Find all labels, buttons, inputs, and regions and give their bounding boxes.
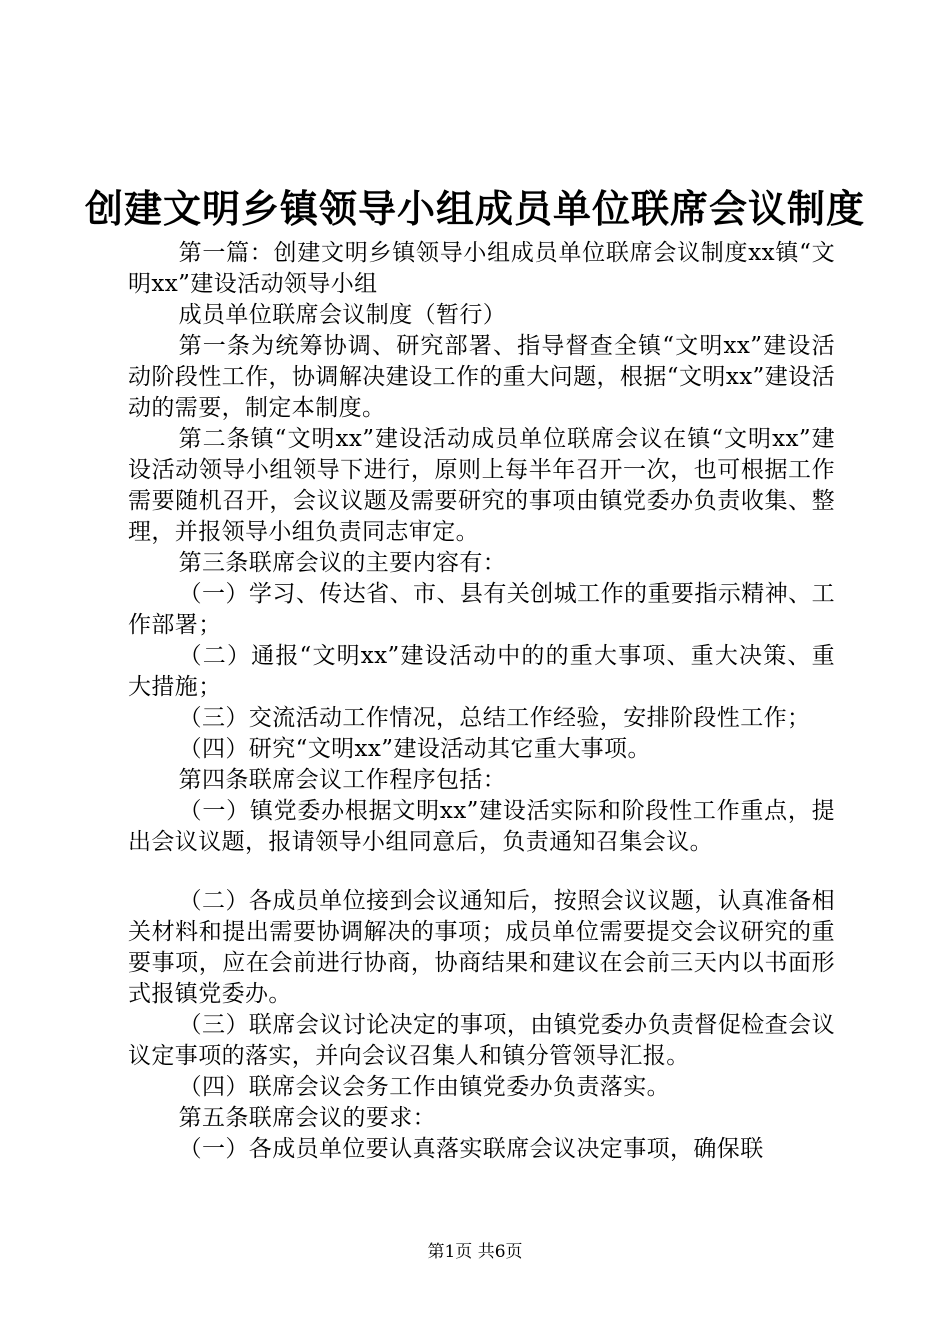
article-4-item-3: （三）联席会议讨论决定的事项，由镇党委办负责督促检查会议议定事项的落实，并向会议召集人和镇分管领导汇报。 [128, 1012, 835, 1069]
article-3-item-2: （二）通报“文明xx”建设活动中的的重大事项、重大决策、重大措施； [128, 643, 835, 700]
paragraph-1: 第一篇：创建文明乡镇领导小组成员单位联席会议制度xx镇“文明xx”建设活动领导小组 [128, 240, 835, 297]
article-4: 第四条联席会议工作程序包括： [178, 767, 507, 793]
page-footer: 第1页 共6页 [427, 1242, 523, 1262]
article-3: 第三条联席会议的主要内容有： [178, 550, 507, 576]
article-3-item-1: （一）学习、传达省、市、县有关创城工作的重要指示精神、工作部署； [128, 581, 835, 638]
article-5: 第五条联席会议的要求： [178, 1105, 436, 1131]
document-title: 创建文明乡镇领导小组成员单位联席会议制度 [84, 186, 865, 231]
article-3-item-4: （四）研究“文明xx”建设活动其它重大事项。 [178, 736, 651, 762]
article-1: 第一条为统筹协调、研究部署、指导督查全镇“文明xx”建设活动阶段性工作，协调解决建设工作的重大问题，根据“文明xx”建设活动的需要，制定本制度。 [128, 333, 835, 421]
article-5-item-1: （一）各成员单位要认真落实联席会议决定事项，确保联 [178, 1136, 764, 1162]
article-3-item-3: （三）交流活动工作情况，总结工作经验，安排阶段性工作； [178, 705, 811, 731]
article-4-item-2: （二）各成员单位接到会议通知后，按照会议议题，认真准备相关材料和提出需要协调解决的事项；成员单位需要提交会议研究的重要事项，应在会前进行协商，协商结果和建议在会前三天内以书面形式报镇党委办。 [128, 888, 835, 1007]
document-body [128, 238, 835, 1165]
article-4-item-1: （一）镇党委办根据文明xx”建设活实际和阶段性工作重点，提出会议议题，报请领导小组同意后，负责通知召集会议。 [128, 798, 835, 855]
paragraph-2: 成员单位联席会议制度（暂行） [178, 302, 507, 328]
article-4-item-4: （四）联席会议会务工作由镇党委办负责落实。 [178, 1074, 670, 1100]
article-2: 第二条镇“文明xx”建设活动成员单位联席会议在镇“文明xx”建设活动领导小组领导下进行，原则上每半年召开一次，也可根据工作需要随机召开，会议议题及需要研究的事项由镇党委办负责收集、整理，并报领导小组负责同志审定。 [128, 426, 835, 545]
